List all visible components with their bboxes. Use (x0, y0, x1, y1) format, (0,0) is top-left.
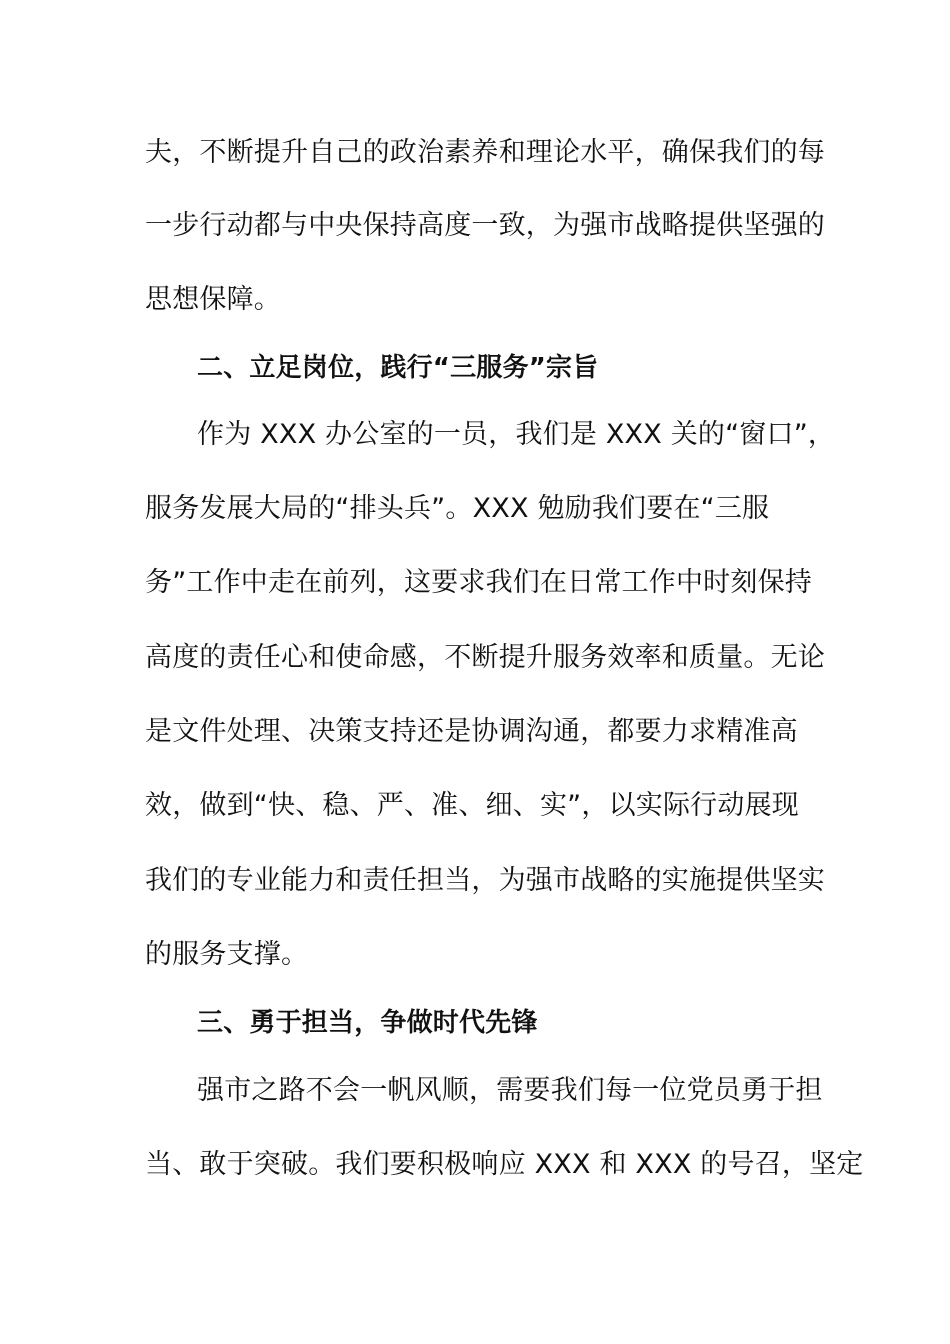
paragraph-line: 一步行动都与中央保持高度一致，为强市战略提供坚强的 (145, 210, 825, 241)
paragraph-line: 强市之路不会一帆风顺，需要我们每一位党员勇于担 (197, 1075, 823, 1106)
paragraph-line: 夫，不断提升自己的政治素养和理论水平，确保我们的每 (145, 137, 825, 168)
paragraph-line: 高度的责任心和使命感，不断提升服务效率和质量。无论 (145, 642, 825, 673)
paragraph-line: 当、敢于突破。我们要积极响应 XXX 和 XXX 的号召，坚定 (145, 1149, 864, 1180)
paragraph-line: 效，做到“快、稳、严、准、细、实”，以实际行动展现 (145, 790, 799, 821)
paragraph-line: 我们的专业能力和责任担当，为强市战略的实施提供坚实 (145, 865, 825, 896)
paragraph-line: 作为 XXX 办公室的一员，我们是 XXX 关的“窗口”， (197, 419, 836, 450)
paragraph-line: 服务发展大局的“排头兵”。XXX 勉励我们要在“三服 (145, 493, 770, 524)
paragraph-line: 的服务支撑。 (145, 939, 309, 970)
paragraph-line: 是文件处理、决策支持还是协调沟通，都要力求精准高 (145, 716, 798, 747)
paragraph-line: 务”工作中走在前列，这要求我们在日常工作中时刻保持 (145, 567, 812, 598)
paragraph-line: 思想保障。 (145, 284, 281, 315)
section-heading: 二、立足岗位，践行“三服务”宗旨 (197, 353, 599, 383)
section-heading: 三、勇于担当，争做时代先锋 (197, 1008, 538, 1038)
